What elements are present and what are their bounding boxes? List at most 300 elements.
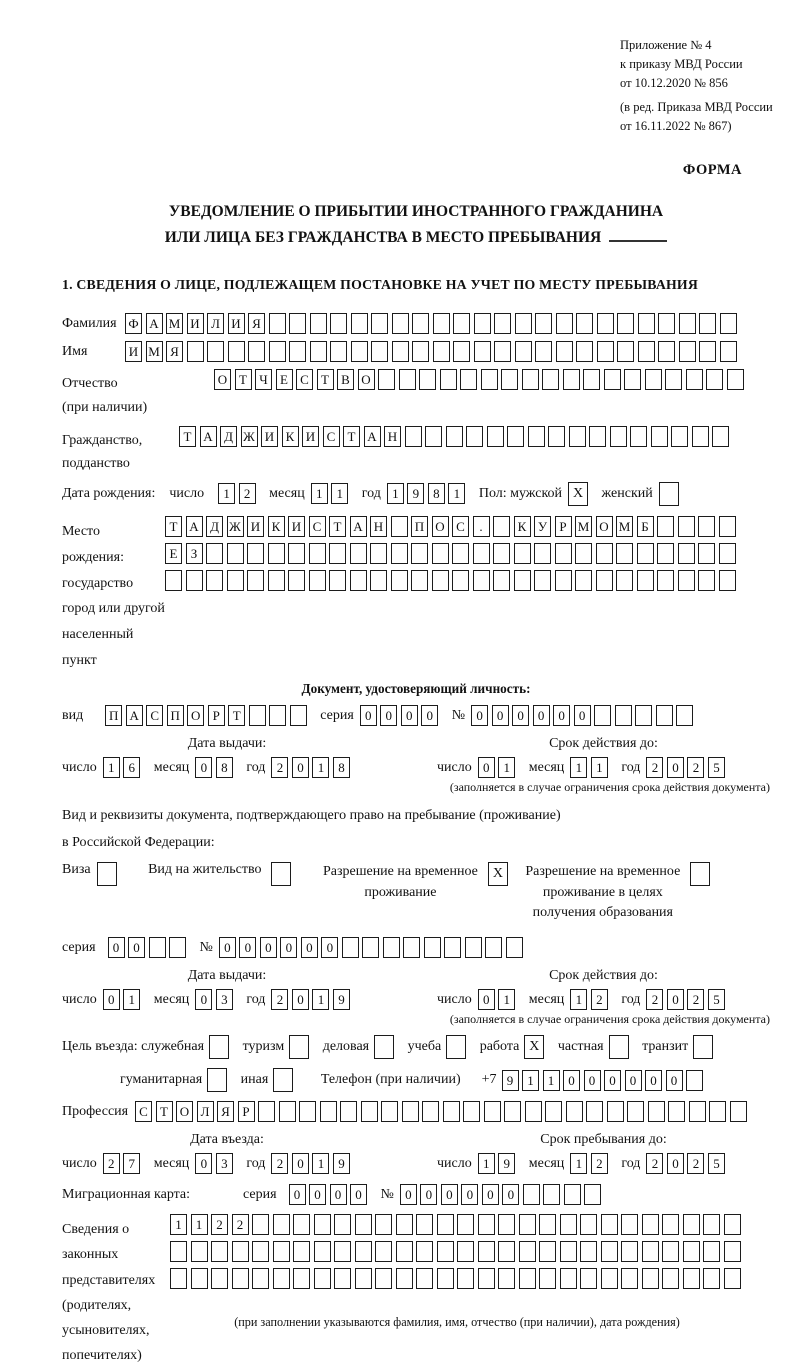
- char-cell[interactable]: [724, 1214, 741, 1235]
- char-cell[interactable]: [424, 937, 441, 958]
- char-cell[interactable]: 0: [421, 705, 438, 726]
- char-cell[interactable]: [288, 543, 305, 564]
- char-cell[interactable]: [724, 1241, 741, 1262]
- char-cell[interactable]: [269, 705, 286, 726]
- char-cell[interactable]: [720, 341, 737, 362]
- char-cell[interactable]: [411, 543, 428, 564]
- char-cell[interactable]: [609, 1035, 629, 1059]
- char-cell[interactable]: [474, 341, 491, 362]
- char-cell[interactable]: А: [200, 426, 217, 447]
- char-cell[interactable]: Н: [384, 426, 401, 447]
- char-cell[interactable]: И: [247, 516, 264, 537]
- char-cell[interactable]: [273, 1068, 293, 1092]
- char-cell[interactable]: [645, 369, 662, 390]
- char-cell[interactable]: 2: [591, 989, 608, 1010]
- char-cell[interactable]: [635, 705, 652, 726]
- char-cell[interactable]: [289, 341, 306, 362]
- char-cell[interactable]: И: [125, 341, 142, 362]
- char-cell[interactable]: 0: [441, 1184, 458, 1205]
- char-cell[interactable]: [487, 426, 504, 447]
- char-cell[interactable]: [692, 426, 709, 447]
- char-cell[interactable]: [247, 570, 264, 591]
- char-cell[interactable]: [288, 570, 305, 591]
- char-cell[interactable]: [392, 341, 409, 362]
- char-cell[interactable]: 0: [492, 705, 509, 726]
- char-cell[interactable]: [329, 543, 346, 564]
- char-cell[interactable]: [662, 1268, 679, 1289]
- char-cell[interactable]: А: [350, 516, 367, 537]
- char-cell[interactable]: 0: [195, 989, 212, 1010]
- char-cell[interactable]: Б: [637, 516, 654, 537]
- char-cell[interactable]: [703, 1214, 720, 1235]
- char-cell[interactable]: [391, 570, 408, 591]
- char-cell[interactable]: [355, 1268, 372, 1289]
- char-cell[interactable]: О: [432, 516, 449, 537]
- char-cell[interactable]: [519, 1214, 536, 1235]
- char-cell[interactable]: [597, 341, 614, 362]
- char-cell[interactable]: [589, 426, 606, 447]
- char-cell[interactable]: [662, 1241, 679, 1262]
- char-cell[interactable]: 8: [333, 757, 350, 778]
- char-cell[interactable]: 0: [292, 989, 309, 1010]
- char-cell[interactable]: 0: [667, 989, 684, 1010]
- char-cell[interactable]: Р: [208, 705, 225, 726]
- char-cell[interactable]: Т: [179, 426, 196, 447]
- char-cell[interactable]: [638, 313, 655, 334]
- char-cell[interactable]: [698, 543, 715, 564]
- char-cell[interactable]: [465, 937, 482, 958]
- char-cell[interactable]: Т: [165, 516, 182, 537]
- char-cell[interactable]: 7: [123, 1153, 140, 1174]
- char-cell[interactable]: [211, 1241, 228, 1262]
- char-cell[interactable]: 8: [216, 757, 233, 778]
- char-cell[interactable]: [519, 1268, 536, 1289]
- char-cell[interactable]: [334, 1268, 351, 1289]
- char-cell[interactable]: [361, 1101, 378, 1122]
- char-cell[interactable]: [637, 543, 654, 564]
- char-cell[interactable]: [342, 937, 359, 958]
- char-cell[interactable]: В: [337, 369, 354, 390]
- char-cell[interactable]: 0: [420, 1184, 437, 1205]
- char-cell[interactable]: [617, 313, 634, 334]
- char-cell[interactable]: 1: [543, 1070, 560, 1091]
- char-cell[interactable]: [392, 313, 409, 334]
- char-cell[interactable]: 0: [301, 937, 318, 958]
- char-cell[interactable]: [273, 1214, 290, 1235]
- char-cell[interactable]: [498, 1268, 515, 1289]
- char-cell[interactable]: [678, 570, 695, 591]
- char-cell[interactable]: [719, 570, 736, 591]
- char-cell[interactable]: 0: [400, 1184, 417, 1205]
- char-cell[interactable]: [493, 570, 510, 591]
- char-cell[interactable]: [604, 369, 621, 390]
- char-cell[interactable]: 0: [239, 937, 256, 958]
- char-cell[interactable]: И: [288, 516, 305, 537]
- char-cell[interactable]: 2: [646, 757, 663, 778]
- char-cell[interactable]: [191, 1268, 208, 1289]
- char-cell[interactable]: [350, 570, 367, 591]
- char-cell[interactable]: М: [575, 516, 592, 537]
- char-cell[interactable]: [683, 1241, 700, 1262]
- char-cell[interactable]: 0: [260, 937, 277, 958]
- char-cell[interactable]: 1: [311, 483, 328, 504]
- char-cell[interactable]: [683, 1268, 700, 1289]
- char-cell[interactable]: [534, 570, 551, 591]
- char-cell[interactable]: [494, 341, 511, 362]
- char-cell[interactable]: [191, 1241, 208, 1262]
- char-cell[interactable]: [597, 313, 614, 334]
- char-cell[interactable]: 0: [584, 1070, 601, 1091]
- char-cell[interactable]: [576, 313, 593, 334]
- char-cell[interactable]: [271, 862, 291, 886]
- char-cell[interactable]: [433, 313, 450, 334]
- char-cell[interactable]: 0: [478, 989, 495, 1010]
- char-cell[interactable]: 0: [401, 705, 418, 726]
- char-cell[interactable]: [440, 369, 457, 390]
- char-cell[interactable]: [207, 341, 224, 362]
- char-cell[interactable]: 0: [667, 1153, 684, 1174]
- char-cell[interactable]: [375, 1214, 392, 1235]
- char-cell[interactable]: [712, 426, 729, 447]
- char-cell[interactable]: 2: [687, 757, 704, 778]
- char-cell[interactable]: [299, 1101, 316, 1122]
- char-cell[interactable]: [580, 1214, 597, 1235]
- char-cell[interactable]: Т: [156, 1101, 173, 1122]
- char-cell[interactable]: [560, 1268, 577, 1289]
- char-cell[interactable]: [498, 1241, 515, 1262]
- char-cell[interactable]: 3: [216, 1153, 233, 1174]
- char-cell[interactable]: [383, 937, 400, 958]
- char-cell[interactable]: [252, 1241, 269, 1262]
- char-cell[interactable]: [576, 341, 593, 362]
- char-cell[interactable]: [170, 1268, 187, 1289]
- char-cell[interactable]: 1: [123, 989, 140, 1010]
- char-cell[interactable]: [252, 1214, 269, 1235]
- char-cell[interactable]: [535, 341, 552, 362]
- char-cell[interactable]: [314, 1214, 331, 1235]
- char-cell[interactable]: 9: [498, 1153, 515, 1174]
- char-cell[interactable]: [370, 543, 387, 564]
- char-cell[interactable]: [514, 570, 531, 591]
- char-cell[interactable]: 2: [687, 989, 704, 1010]
- char-cell[interactable]: У: [534, 516, 551, 537]
- char-cell[interactable]: [320, 1101, 337, 1122]
- char-cell[interactable]: [656, 705, 673, 726]
- char-cell[interactable]: [268, 570, 285, 591]
- char-cell[interactable]: 1: [312, 1153, 329, 1174]
- char-cell[interactable]: 9: [502, 1070, 519, 1091]
- char-cell[interactable]: [206, 543, 223, 564]
- char-cell[interactable]: Ж: [241, 426, 258, 447]
- char-cell[interactable]: 0: [280, 937, 297, 958]
- char-cell[interactable]: [399, 369, 416, 390]
- char-cell[interactable]: К: [268, 516, 285, 537]
- char-cell[interactable]: К: [514, 516, 531, 537]
- char-cell[interactable]: [289, 1035, 309, 1059]
- char-cell[interactable]: [279, 1101, 296, 1122]
- char-cell[interactable]: [402, 1101, 419, 1122]
- char-cell[interactable]: [607, 1101, 624, 1122]
- char-cell[interactable]: [444, 937, 461, 958]
- char-cell[interactable]: 0: [563, 1070, 580, 1091]
- char-cell[interactable]: 0: [360, 705, 377, 726]
- char-cell[interactable]: [437, 1268, 454, 1289]
- char-cell[interactable]: А: [146, 313, 163, 334]
- char-cell[interactable]: [596, 543, 613, 564]
- char-cell[interactable]: [314, 1241, 331, 1262]
- char-cell[interactable]: [478, 1214, 495, 1235]
- char-cell[interactable]: [422, 1101, 439, 1122]
- char-cell[interactable]: Д: [206, 516, 223, 537]
- char-cell[interactable]: [273, 1241, 290, 1262]
- char-cell[interactable]: [493, 543, 510, 564]
- char-cell[interactable]: [616, 570, 633, 591]
- char-cell[interactable]: [293, 1214, 310, 1235]
- char-cell[interactable]: [310, 341, 327, 362]
- char-cell[interactable]: [206, 570, 223, 591]
- char-cell[interactable]: [355, 1241, 372, 1262]
- char-cell[interactable]: [405, 426, 422, 447]
- char-cell[interactable]: И: [228, 313, 245, 334]
- char-cell[interactable]: 0: [512, 705, 529, 726]
- char-cell[interactable]: [310, 313, 327, 334]
- char-cell[interactable]: [545, 1101, 562, 1122]
- char-cell[interactable]: [693, 1035, 713, 1059]
- char-cell[interactable]: [362, 937, 379, 958]
- char-cell[interactable]: [425, 426, 442, 447]
- char-cell[interactable]: [668, 1101, 685, 1122]
- char-cell[interactable]: 0: [103, 989, 120, 1010]
- char-cell[interactable]: [460, 369, 477, 390]
- char-cell[interactable]: [621, 1214, 638, 1235]
- char-cell[interactable]: [519, 1241, 536, 1262]
- char-cell[interactable]: [678, 516, 695, 537]
- char-cell[interactable]: [658, 313, 675, 334]
- char-cell[interactable]: .: [473, 516, 490, 537]
- char-cell[interactable]: 1: [387, 483, 404, 504]
- char-cell[interactable]: [453, 341, 470, 362]
- char-cell[interactable]: [601, 1268, 618, 1289]
- char-cell[interactable]: 0: [321, 937, 338, 958]
- char-cell[interactable]: [452, 570, 469, 591]
- char-cell[interactable]: [351, 313, 368, 334]
- char-cell[interactable]: 8: [428, 483, 445, 504]
- char-cell[interactable]: [515, 313, 532, 334]
- char-cell[interactable]: Н: [370, 516, 387, 537]
- char-cell[interactable]: [659, 482, 679, 506]
- char-cell[interactable]: [727, 369, 744, 390]
- char-cell[interactable]: [355, 1214, 372, 1235]
- char-cell[interactable]: [485, 937, 502, 958]
- char-cell[interactable]: 5: [708, 989, 725, 1010]
- char-cell[interactable]: С: [452, 516, 469, 537]
- char-cell[interactable]: [686, 1070, 703, 1091]
- char-cell[interactable]: [542, 369, 559, 390]
- char-cell[interactable]: 0: [330, 1184, 347, 1205]
- char-cell[interactable]: И: [302, 426, 319, 447]
- char-cell[interactable]: С: [146, 705, 163, 726]
- char-cell[interactable]: 0: [502, 1184, 519, 1205]
- char-cell[interactable]: [211, 1268, 228, 1289]
- char-cell[interactable]: [560, 1241, 577, 1262]
- char-cell[interactable]: 0: [574, 705, 591, 726]
- char-cell[interactable]: 6: [123, 757, 140, 778]
- char-cell[interactable]: [351, 341, 368, 362]
- char-cell[interactable]: 3: [216, 989, 233, 1010]
- char-cell[interactable]: [683, 1214, 700, 1235]
- char-cell[interactable]: [525, 1101, 542, 1122]
- char-cell[interactable]: [498, 1214, 515, 1235]
- char-cell[interactable]: [658, 341, 675, 362]
- char-cell[interactable]: 0: [461, 1184, 478, 1205]
- char-cell[interactable]: 0: [350, 1184, 367, 1205]
- char-cell[interactable]: [396, 1268, 413, 1289]
- char-cell[interactable]: [170, 1241, 187, 1262]
- char-cell[interactable]: [375, 1268, 392, 1289]
- char-cell[interactable]: [584, 1184, 601, 1205]
- char-cell[interactable]: [249, 705, 266, 726]
- char-cell[interactable]: [247, 543, 264, 564]
- char-cell[interactable]: [169, 937, 186, 958]
- char-cell[interactable]: 0: [309, 1184, 326, 1205]
- char-cell[interactable]: [703, 1268, 720, 1289]
- char-cell[interactable]: 1: [448, 483, 465, 504]
- char-cell[interactable]: [375, 1241, 392, 1262]
- char-cell[interactable]: [678, 543, 695, 564]
- char-cell[interactable]: [484, 1101, 501, 1122]
- char-cell[interactable]: [381, 1101, 398, 1122]
- char-cell[interactable]: 0: [478, 757, 495, 778]
- char-cell[interactable]: [374, 1035, 394, 1059]
- char-cell[interactable]: [651, 426, 668, 447]
- char-cell[interactable]: Т: [228, 705, 245, 726]
- char-cell[interactable]: [446, 426, 463, 447]
- char-cell[interactable]: [258, 1101, 275, 1122]
- char-cell[interactable]: [690, 862, 710, 886]
- char-cell[interactable]: [543, 1184, 560, 1205]
- char-cell[interactable]: [403, 937, 420, 958]
- char-cell[interactable]: [624, 369, 641, 390]
- char-cell[interactable]: [186, 570, 203, 591]
- char-cell[interactable]: [330, 341, 347, 362]
- char-cell[interactable]: [416, 1214, 433, 1235]
- char-cell[interactable]: 1: [312, 757, 329, 778]
- char-cell[interactable]: [391, 516, 408, 537]
- char-cell[interactable]: 0: [380, 705, 397, 726]
- char-cell[interactable]: 0: [667, 757, 684, 778]
- char-cell[interactable]: 9: [333, 989, 350, 1010]
- char-cell[interactable]: [207, 1068, 227, 1092]
- char-cell[interactable]: 0: [553, 705, 570, 726]
- char-cell[interactable]: [269, 313, 286, 334]
- char-cell[interactable]: А: [126, 705, 143, 726]
- char-cell[interactable]: 0: [604, 1070, 621, 1091]
- char-cell[interactable]: [621, 1241, 638, 1262]
- char-cell[interactable]: [514, 543, 531, 564]
- char-cell[interactable]: 0: [533, 705, 550, 726]
- char-cell[interactable]: [560, 1214, 577, 1235]
- char-cell[interactable]: 5: [708, 757, 725, 778]
- char-cell[interactable]: 2: [271, 1153, 288, 1174]
- char-cell[interactable]: [457, 1214, 474, 1235]
- char-cell[interactable]: [506, 937, 523, 958]
- char-cell[interactable]: [433, 341, 450, 362]
- char-cell[interactable]: [730, 1101, 747, 1122]
- char-cell[interactable]: [478, 1241, 495, 1262]
- char-cell[interactable]: [187, 341, 204, 362]
- char-cell[interactable]: [457, 1268, 474, 1289]
- char-cell[interactable]: [642, 1214, 659, 1235]
- char-cell[interactable]: 0: [292, 757, 309, 778]
- char-cell[interactable]: 1: [170, 1214, 187, 1235]
- char-cell[interactable]: Р: [238, 1101, 255, 1122]
- char-cell[interactable]: 0: [195, 1153, 212, 1174]
- char-cell[interactable]: 0: [128, 937, 145, 958]
- char-cell[interactable]: [535, 313, 552, 334]
- char-cell[interactable]: О: [187, 705, 204, 726]
- char-cell[interactable]: [698, 570, 715, 591]
- char-cell[interactable]: О: [176, 1101, 193, 1122]
- char-cell[interactable]: [563, 369, 580, 390]
- char-cell[interactable]: К: [282, 426, 299, 447]
- char-cell[interactable]: Д: [220, 426, 237, 447]
- char-cell[interactable]: [269, 341, 286, 362]
- char-cell[interactable]: [252, 1268, 269, 1289]
- char-cell[interactable]: [391, 543, 408, 564]
- char-cell[interactable]: Ж: [227, 516, 244, 537]
- char-cell[interactable]: 0: [625, 1070, 642, 1091]
- char-cell[interactable]: [679, 313, 696, 334]
- char-cell[interactable]: 2: [271, 757, 288, 778]
- char-cell[interactable]: [699, 313, 716, 334]
- char-cell[interactable]: [575, 570, 592, 591]
- char-cell[interactable]: С: [323, 426, 340, 447]
- char-cell[interactable]: [411, 570, 428, 591]
- char-cell[interactable]: [569, 426, 586, 447]
- char-cell[interactable]: 9: [407, 483, 424, 504]
- char-cell[interactable]: [97, 862, 117, 886]
- char-cell[interactable]: [657, 543, 674, 564]
- char-cell[interactable]: [671, 426, 688, 447]
- char-cell[interactable]: 2: [687, 1153, 704, 1174]
- char-cell[interactable]: [564, 1184, 581, 1205]
- char-cell[interactable]: [657, 516, 674, 537]
- char-cell[interactable]: О: [358, 369, 375, 390]
- char-cell[interactable]: [515, 341, 532, 362]
- char-cell[interactable]: [457, 1241, 474, 1262]
- char-cell[interactable]: 2: [232, 1214, 249, 1235]
- char-cell[interactable]: 2: [591, 1153, 608, 1174]
- char-cell[interactable]: [703, 1241, 720, 1262]
- char-cell[interactable]: [539, 1268, 556, 1289]
- char-cell[interactable]: Р: [555, 516, 572, 537]
- char-cell[interactable]: [371, 341, 388, 362]
- char-cell[interactable]: [437, 1214, 454, 1235]
- char-cell[interactable]: П: [411, 516, 428, 537]
- char-cell[interactable]: А: [186, 516, 203, 537]
- char-cell[interactable]: Ч: [255, 369, 272, 390]
- char-cell[interactable]: [494, 313, 511, 334]
- char-cell[interactable]: И: [261, 426, 278, 447]
- char-cell[interactable]: [419, 369, 436, 390]
- char-cell[interactable]: [617, 341, 634, 362]
- char-cell[interactable]: [706, 369, 723, 390]
- char-cell[interactable]: [453, 313, 470, 334]
- char-cell[interactable]: [227, 543, 244, 564]
- char-cell[interactable]: [596, 570, 613, 591]
- char-cell[interactable]: [580, 1241, 597, 1262]
- char-cell[interactable]: [396, 1214, 413, 1235]
